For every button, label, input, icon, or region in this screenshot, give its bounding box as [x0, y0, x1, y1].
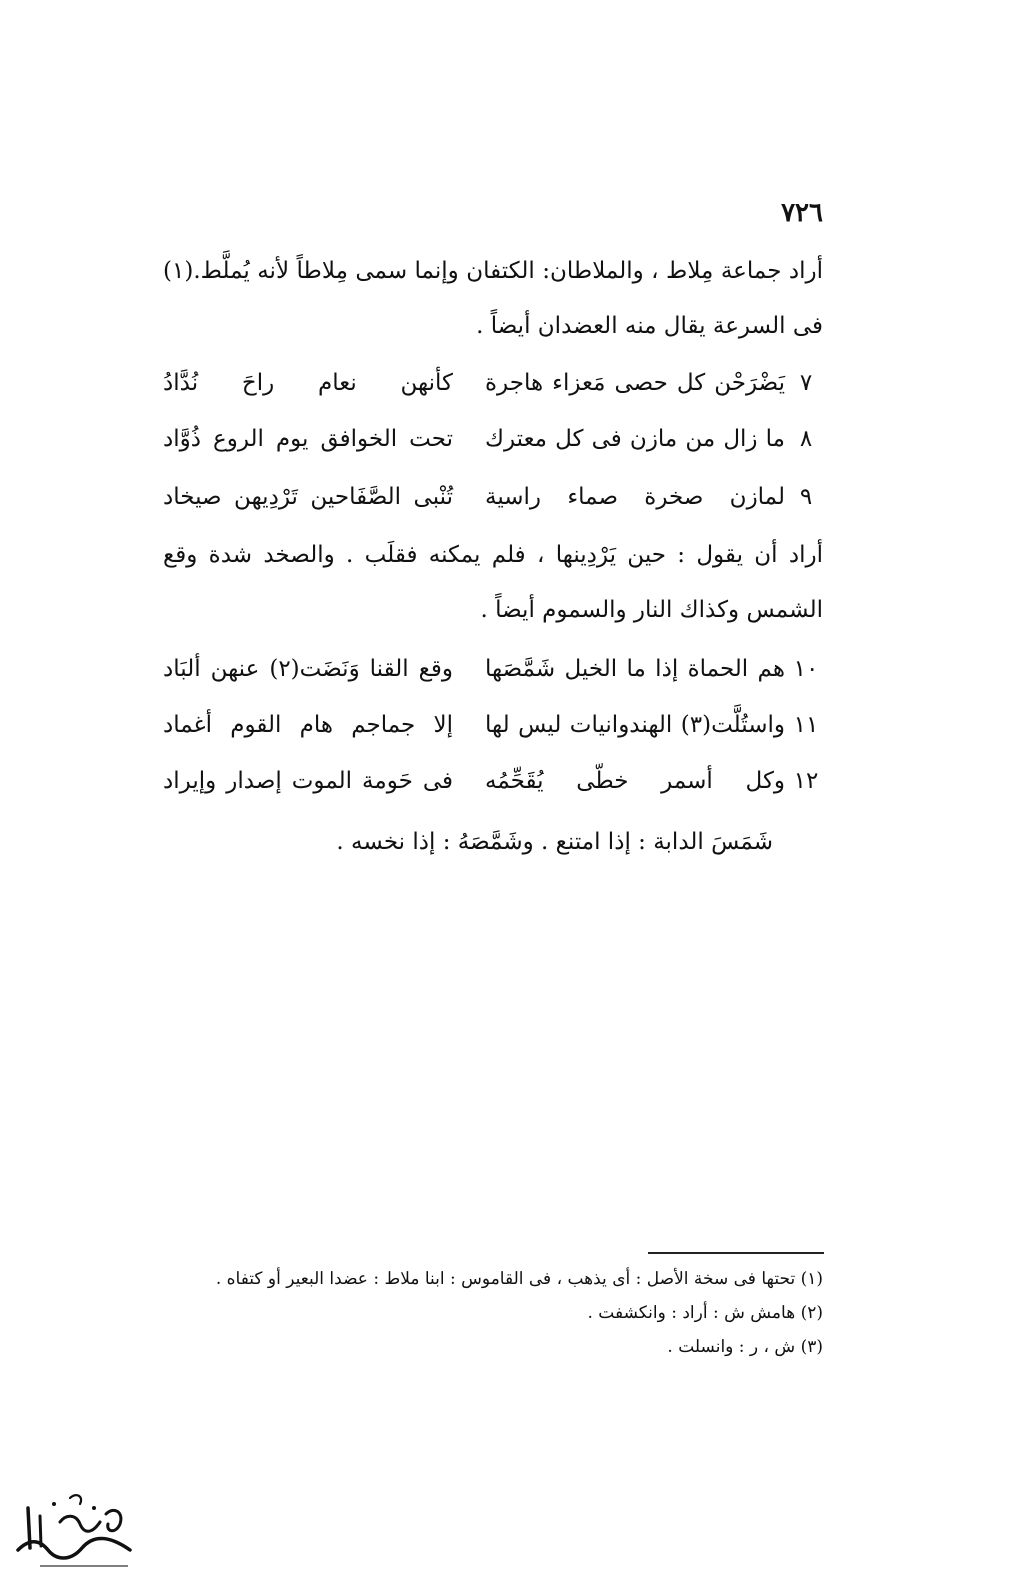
- commentary-paragraph: أراد أن يقول : حين يَرْدِينها ، فلم يمكنه فقلَب . والصخد شدة وقع الشمس وكذاك النار والسموم أيضاً .: [163, 542, 823, 623]
- verse-number: ١٢: [793, 768, 819, 794]
- verse-line: [163, 642, 823, 697]
- calligraphy-stamp-logo: [10, 1478, 140, 1578]
- verse-first-hemistich: واستُلَّت(٣) الهندوانيات ليس لها: [485, 712, 785, 738]
- verse-number: ١٠: [793, 656, 819, 682]
- verse-number: ٩: [799, 484, 813, 510]
- verse-first-hemistich: ما زال من مازن فى كل معترك: [485, 426, 785, 452]
- footnotes: [163, 1262, 823, 1364]
- footnote: (١) تحتها فى سخة الأصل : أى يذهب ، فى القاموس : ابنا ملاط : عضدا البعير أو كتفاه .: [215, 1269, 823, 1289]
- verse-first-hemistich: وكل أسمر خطّى يُقَحِّمُه: [485, 768, 785, 794]
- verse-first-hemistich: لمازن صخرة صماء راسية: [485, 484, 785, 510]
- commentary-paragraph: أراد جماعة مِلاط ، والملاطان: الكتفان وإنما سمى مِلاطاً لأنه يُملَّط.(١) فى السرعة يقال منه العضدان أيضاً .: [163, 258, 823, 339]
- verse-second-hemistich: تحت الخوافق يوم الروع ذُوَّاد: [163, 426, 453, 452]
- verse-first-hemistich: هم الحماة إذا ما الخيل شَمَّصَها: [485, 656, 785, 682]
- footnote: (٣) ش ، ر : وانسلت .: [667, 1337, 823, 1357]
- verse-line: [163, 698, 823, 753]
- verse-second-hemistich: كأنهن نعام راحَ نُدَّادُ: [163, 370, 453, 396]
- page-number: ٧٢٦: [781, 198, 823, 228]
- verse-line: [163, 356, 823, 411]
- commentary-paragraph: شَمَسَ الدابة : إذا امتنع . وشَمَّصَهُ : إذا نخسه .: [336, 829, 773, 855]
- verse-number: ١١: [793, 712, 819, 738]
- footnote-divider: [648, 1252, 824, 1254]
- verse-number: ٧: [799, 370, 813, 396]
- verse-second-hemistich: إلا جماجم هام القوم أغماد: [163, 712, 453, 738]
- footnote: (٢) هامش ش : أراد : وانكشفت .: [587, 1303, 823, 1323]
- verse-second-hemistich: تُنْبى الصَّفَاحين تَرْدِيهن صيخاد: [163, 484, 453, 510]
- verse-second-hemistich: فى حَومة الموت إصدار وإيراد: [163, 768, 453, 794]
- verse-line: [163, 470, 823, 525]
- verse-first-hemistich: يَضْرَحْن كل حصى مَعزاء هاجرة: [485, 370, 785, 396]
- verse-line: [163, 754, 823, 809]
- verse-second-hemistich: وقع القنا وَنَضَت(٢) عنهن ألبَاد: [163, 656, 453, 682]
- verse-number: ٨: [799, 426, 813, 452]
- verse-line: [163, 412, 823, 467]
